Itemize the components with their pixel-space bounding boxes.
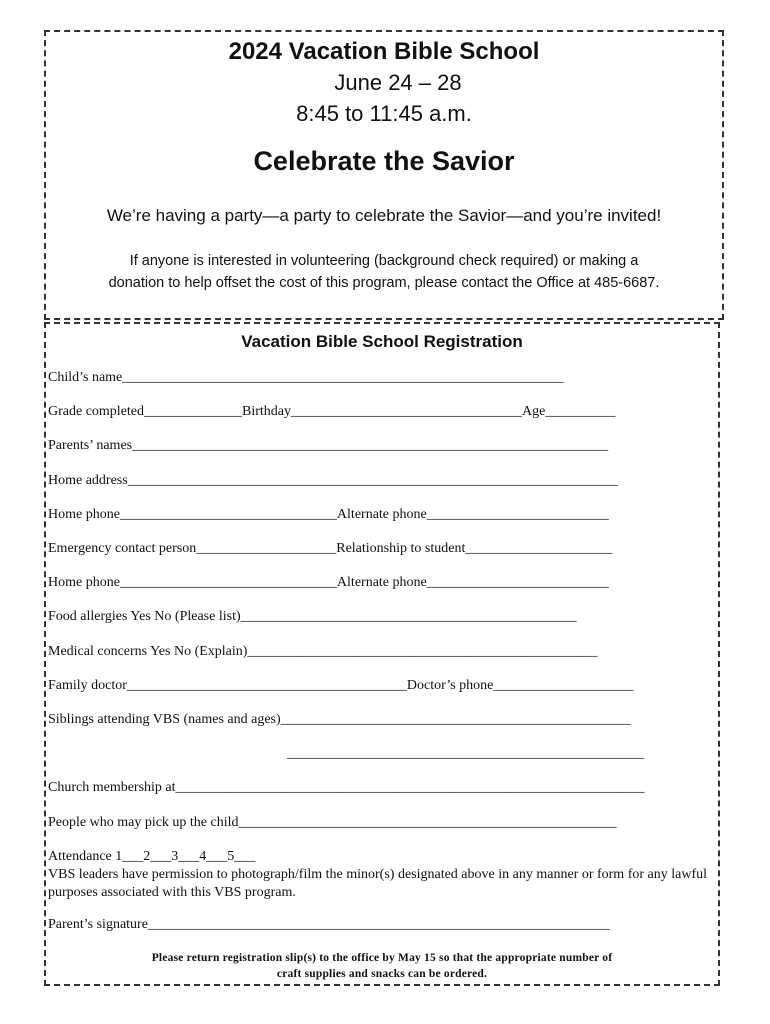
event-dates: June 24 – 28 (334, 70, 462, 95)
registration-title: Vacation Bible School Registration (241, 332, 523, 351)
home-address-field[interactable]: Home address______________________________________________________________________ (48, 473, 618, 488)
invitation-text: We’re having a party—a party to celebrate the Savior—and you’re invited! (106, 206, 662, 225)
parent-signature-field[interactable]: Parent’s signature__________________________________________________________________ (48, 917, 610, 932)
church-membership-field[interactable]: Church membership at___________________________________________________________________ (48, 780, 645, 795)
childs-name-field[interactable]: Child’s name_______________________________________________________________ (48, 370, 564, 385)
volunteer-line-2: donation to help offset the cost of this program, please contact the Office at 485-6687. (108, 275, 660, 291)
attendance-field[interactable]: Attendance 1___2___3___4___5___ (48, 849, 256, 864)
emergency-contact-field[interactable]: Emergency contact person____________________Relationship to student_____________________ (48, 541, 613, 556)
pickup-people-field[interactable]: People who may pick up the child______________________________________________________ (48, 815, 617, 830)
return-notice-line-2: craft supplies and snacks can be ordered. (276, 968, 488, 980)
siblings-field[interactable]: Siblings attending VBS (names and ages)__________________________________________________ (48, 712, 631, 727)
volunteer-line-1: If anyone is interested in volunteering (background check required) or making a (129, 253, 639, 269)
grade-birthday-age-field[interactable]: Grade completed______________Birthday_________________________________Age__________ (48, 404, 616, 419)
page-title: 2024 Vacation Bible School (228, 38, 540, 65)
siblings-field-line-2[interactable]: ___________________________________________________ (287, 746, 644, 761)
emergency-phone-field[interactable]: Home phone_______________________________Alternate phone__________________________ (48, 575, 609, 590)
return-notice (48, 950, 716, 982)
volunteer-text (44, 250, 724, 294)
medical-concerns-field[interactable]: Medical concerns Yes No (Explain)__________________________________________________ (48, 644, 598, 659)
photo-consent-text: VBS leaders have permission to photograph/film the minor(s) designated above in any manner or form for any lawful purposes associated with this VBS program. (48, 867, 707, 900)
food-allergies-field[interactable]: Food allergies Yes No (Please list)________________________________________________ (48, 609, 577, 624)
family-doctor-field[interactable]: Family doctor________________________________________Doctor’s phone____________________ (48, 678, 634, 693)
event-time: 8:45 to 11:45 a.m. (296, 101, 472, 126)
return-notice-line-1: Please return registration slip(s) to the office by May 15 so that the appropriate number of (151, 952, 613, 964)
home-phone-field[interactable]: Home phone_______________________________Alternate phone__________________________ (48, 507, 609, 522)
event-theme: Celebrate the Savior (253, 146, 515, 176)
parents-names-field[interactable]: Parents’ names____________________________________________________________________ (48, 438, 609, 453)
